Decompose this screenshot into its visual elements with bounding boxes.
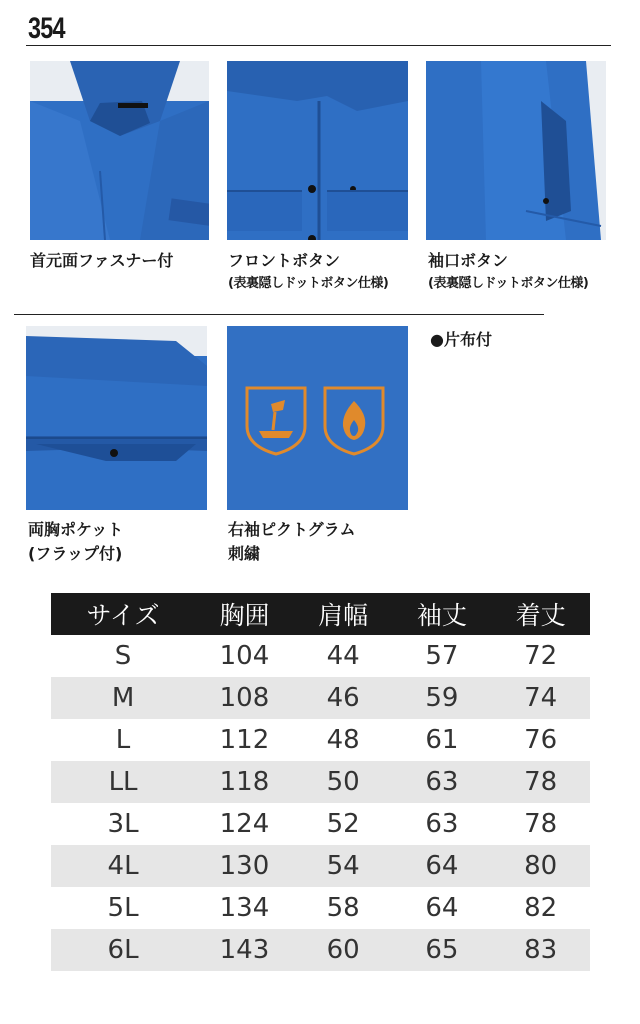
feature-sub-front-button: (表裏隠しドットボタン仕様)	[228, 276, 389, 291]
cell-chest: 130	[195, 845, 294, 887]
header-length: 着丈	[491, 593, 590, 635]
cell-chest: 118	[195, 761, 294, 803]
feature-caption-cuff: 袖口ボタン	[428, 251, 509, 270]
cell-chest: 143	[195, 929, 294, 971]
cell-length: 80	[491, 845, 590, 887]
table-row	[51, 887, 590, 929]
middle-divider	[14, 314, 544, 315]
front-button-photo	[227, 61, 408, 240]
table-row	[51, 677, 590, 719]
table-row	[51, 803, 590, 845]
cell-sleeve: 64	[393, 845, 492, 887]
cell-chest: 104	[219, 641, 270, 671]
table-row	[51, 635, 590, 677]
cell-sleeve: 65	[393, 929, 492, 971]
feature-caption-sleeve-pictogram: 右袖ピクトグラム	[228, 520, 356, 539]
cell-shoulder: 52	[326, 809, 360, 839]
cell-chest: 134	[219, 893, 270, 923]
table-row	[51, 761, 590, 803]
feature-caption-collar: 首元面ファスナー付	[30, 251, 174, 270]
cell-sleeve: 59	[393, 677, 492, 719]
cell-length: 72	[524, 641, 558, 671]
cell-chest: 124	[219, 809, 270, 839]
sleeve-pictogram-photo	[227, 326, 408, 510]
feature-sub-chest-pocket: (フラップ付)	[28, 544, 123, 563]
table-row	[51, 719, 590, 761]
cell-sleeve: 64	[425, 893, 459, 923]
size-table	[51, 593, 590, 971]
cell-sleeve: 61	[425, 725, 459, 755]
cell-size: 6L	[51, 929, 195, 971]
cell-length: 82	[524, 893, 558, 923]
cell-sleeve: 63	[425, 809, 459, 839]
cuff-button-photo	[426, 61, 606, 240]
table-row	[51, 845, 590, 887]
cell-length: 78	[524, 809, 558, 839]
cell-size: 4L	[51, 845, 195, 887]
cell-chest: 112	[219, 725, 270, 755]
feature-caption-front-button: フロントボタン	[228, 251, 341, 270]
cell-size: 3L	[107, 809, 139, 839]
cell-size: L	[115, 725, 131, 755]
top-divider	[26, 45, 611, 46]
cell-length: 76	[524, 725, 558, 755]
cell-size: M	[51, 677, 195, 719]
collar-photo	[30, 61, 209, 240]
header-shoulder: 肩幅	[294, 593, 393, 635]
table-row	[51, 929, 590, 971]
model-number: 354	[28, 12, 65, 45]
header-size: サイズ	[51, 593, 195, 635]
cell-size: LL	[51, 761, 195, 803]
cell-shoulder: 60	[294, 929, 393, 971]
cell-size: S	[114, 641, 132, 671]
size-table-header	[51, 593, 590, 635]
cell-sleeve: 63	[393, 761, 492, 803]
feature-caption-chest-pocket: 両胸ポケット	[28, 520, 124, 539]
cell-length: 83	[491, 929, 590, 971]
cell-shoulder: 58	[326, 893, 360, 923]
header-chest: 胸囲	[195, 593, 294, 635]
feature-sub-cuff: (表裏隠しドットボタン仕様)	[428, 276, 589, 291]
cell-size: 5L	[107, 893, 139, 923]
cell-shoulder: 50	[294, 761, 393, 803]
cell-shoulder: 46	[294, 677, 393, 719]
cell-shoulder: 44	[326, 641, 360, 671]
cell-shoulder: 48	[326, 725, 360, 755]
cell-shoulder: 54	[294, 845, 393, 887]
chest-pocket-photo	[26, 326, 207, 510]
header-sleeve: 袖丈	[393, 593, 492, 635]
cell-sleeve: 57	[425, 641, 459, 671]
cell-length: 78	[491, 761, 590, 803]
cell-chest: 108	[195, 677, 294, 719]
cell-length: 74	[491, 677, 590, 719]
feature-sub-sleeve-pictogram: 刺繍	[228, 544, 261, 563]
note-text: ●片布付	[430, 330, 492, 349]
